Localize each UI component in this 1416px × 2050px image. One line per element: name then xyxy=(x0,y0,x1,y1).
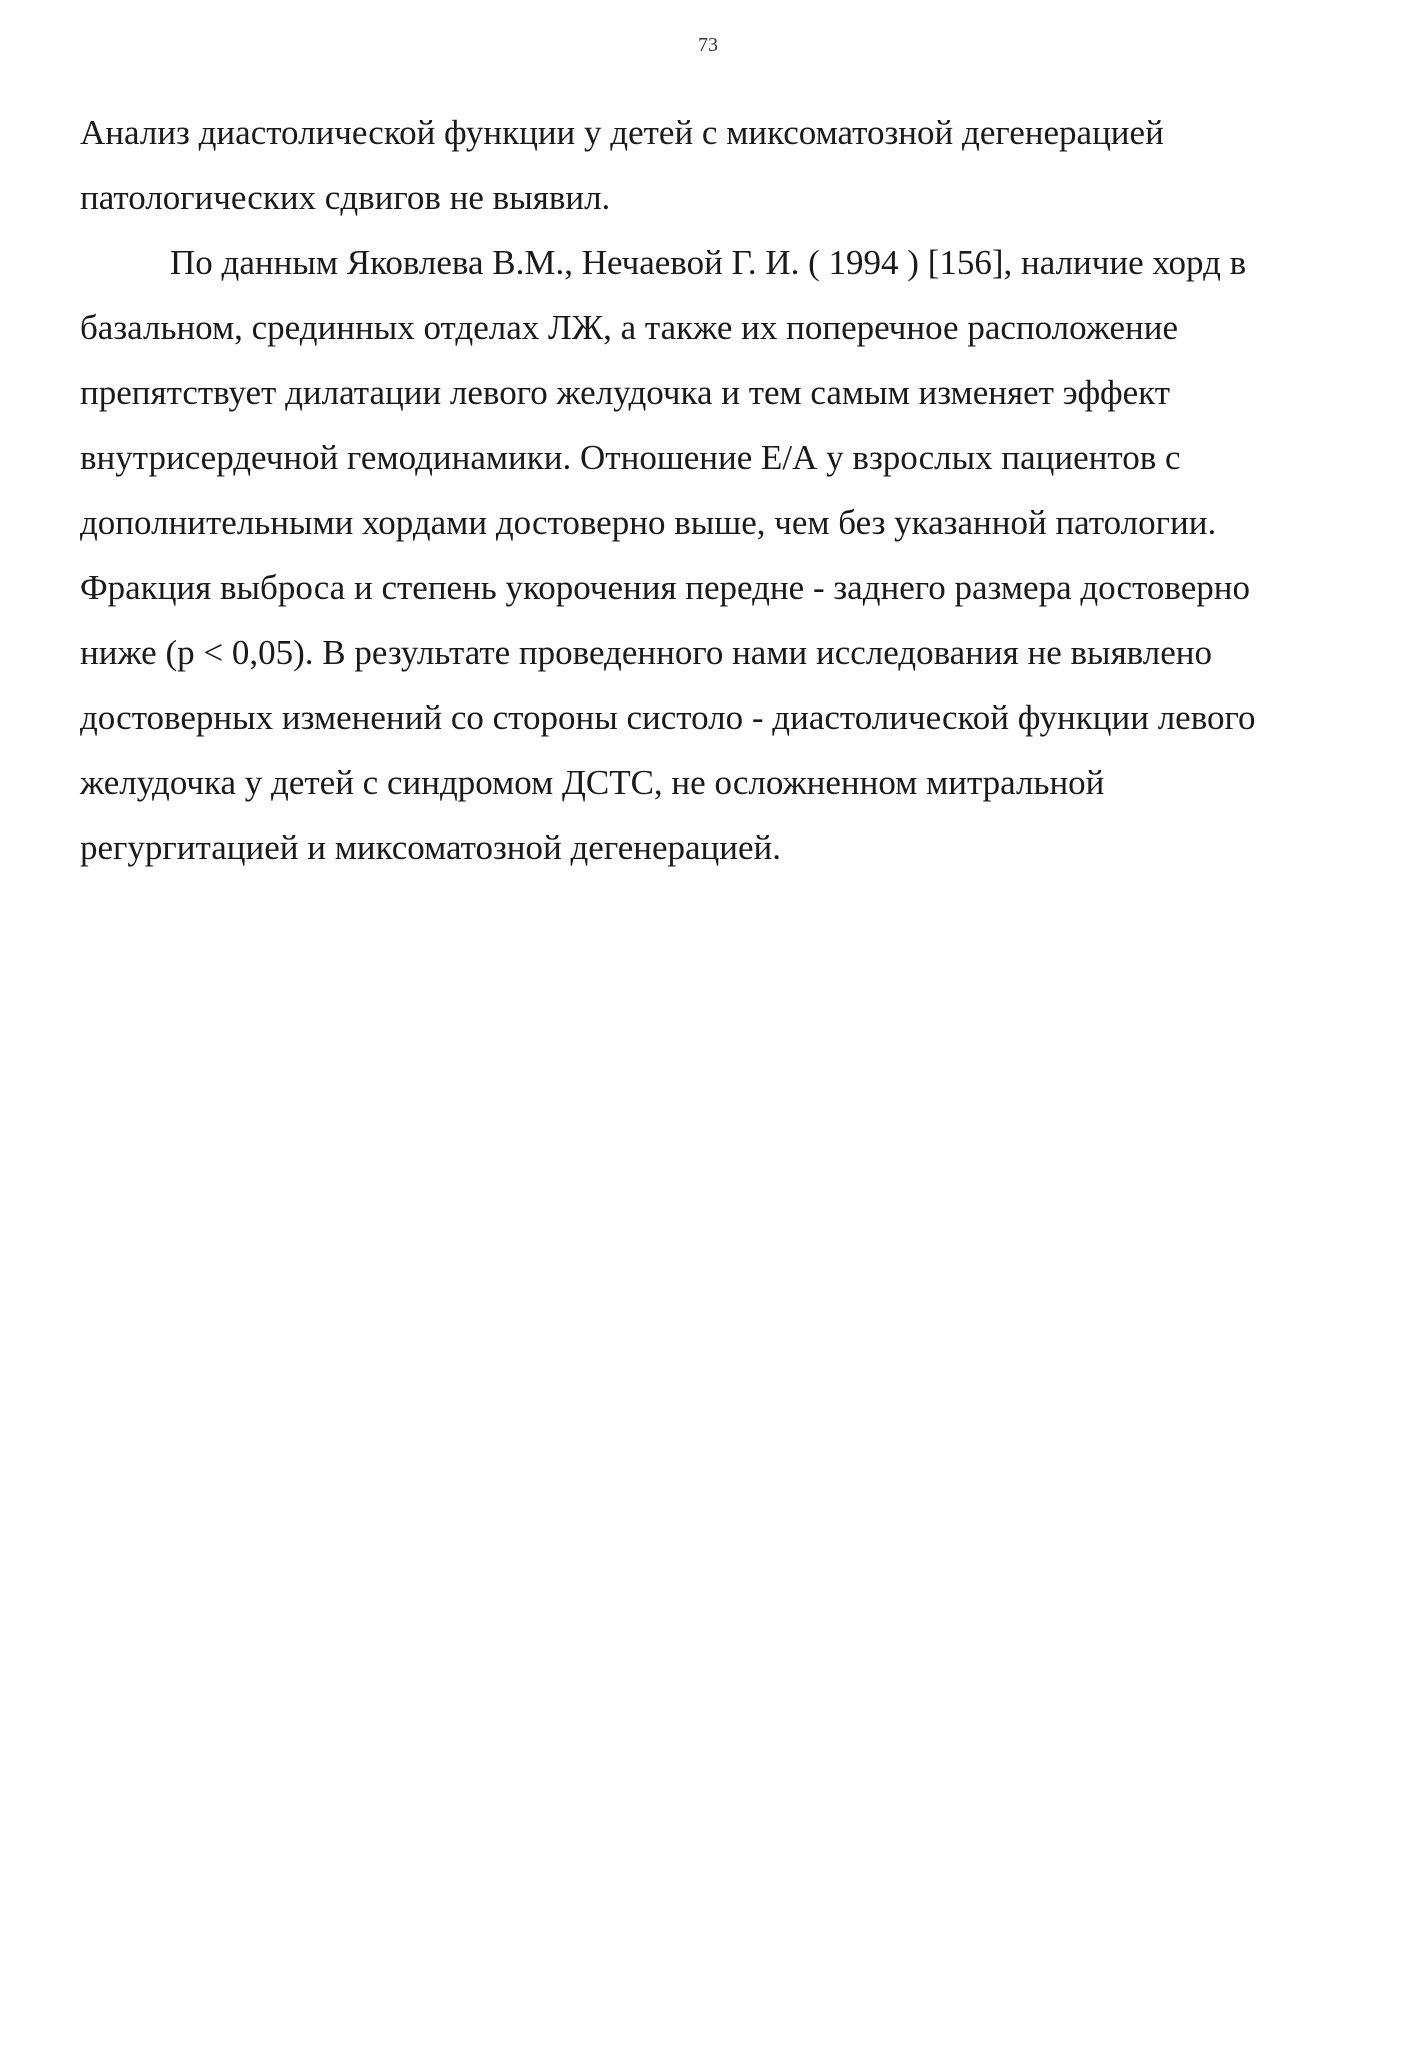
text-line-10: достоверных изменений со стороны систоло - диастолической функции левого xyxy=(80,698,1256,737)
text-line-7: дополнительными хордами достоверно выше, чем без указанной патологии. xyxy=(80,503,1217,542)
text-line-6: внутрисердечной гемодинамики. Отношение Е/А у взрослых пациентов с xyxy=(80,438,1181,477)
text-line-5: препятствует дилатации левого желудочка и тем самым изменяет эффект xyxy=(80,373,1170,412)
text-line-12: регургитацией и миксоматозной дегенерацией. xyxy=(80,828,782,867)
body-text xyxy=(80,103,1380,883)
page-number: 73 xyxy=(698,34,718,56)
text-line-8: Фракция выброса и степень укорочения передне - заднего размера достоверно xyxy=(80,568,1250,607)
text-line-9: ниже (p < 0,05). В результате проведенного нами исследования не выявлено xyxy=(80,633,1212,672)
text-line-4: базальном, срединных отделах ЛЖ, а также их поперечное расположение xyxy=(80,308,1179,347)
text-line-3: По данным Яковлева В.М., Нечаевой Г. И. ( 1994 ) [156], наличие хорд в xyxy=(170,243,1247,282)
text-line-2: патологических сдвигов не выявил. xyxy=(80,178,611,217)
text-line-11: желудочка у детей с синдромом ДСТС, не осложненном митральной xyxy=(80,763,1105,802)
text-line-1: Анализ диастолической функции у детей с миксоматозной дегенерацией xyxy=(80,113,1164,152)
